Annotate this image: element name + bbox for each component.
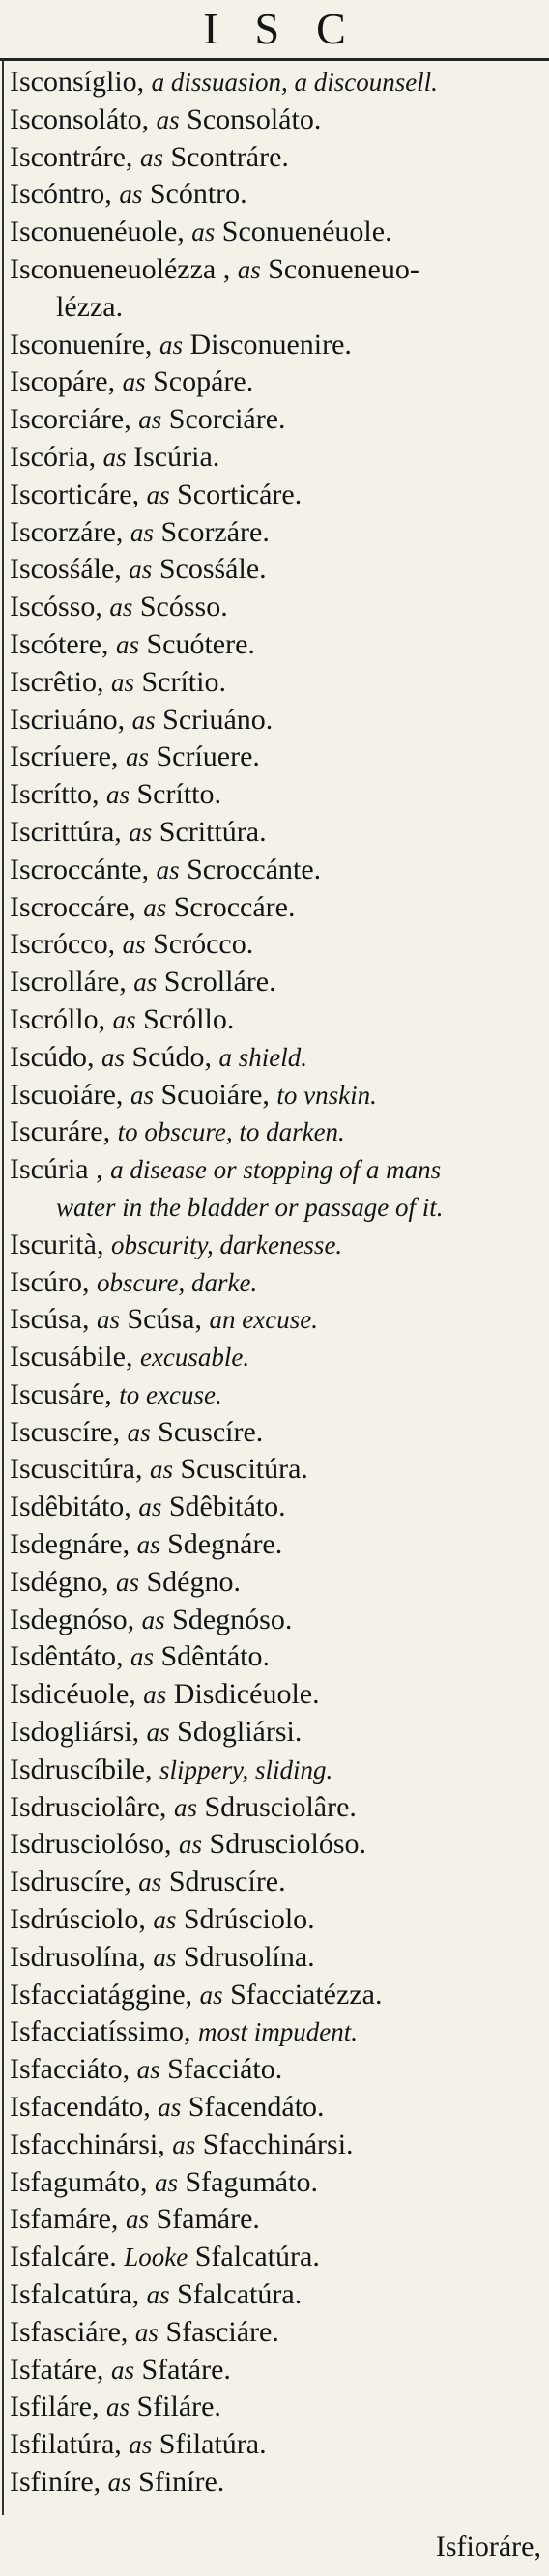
entry-headword: Iscróllo, (10, 1002, 106, 1035)
entry-reference: Sdegnáre. (167, 1528, 283, 1561)
entry-headword: Iscrolláre, (10, 966, 127, 999)
entry-reference: Sfilatúra. (159, 2428, 267, 2461)
entry-gloss: a shield. (218, 1042, 307, 1072)
entry-gloss: as (122, 367, 146, 397)
entry-reference: Scroccánte. (187, 853, 322, 885)
dictionary-entry (10, 2276, 541, 2314)
entry-headword: Iscorzáre, (10, 515, 124, 548)
entry-gloss: a disease or stopping of a mans (110, 1155, 442, 1185)
entry-headword: Iscorticáre, (10, 478, 140, 510)
entry-gloss: as (110, 2355, 134, 2385)
entry-headword: Isfagumáto, (10, 2165, 148, 2198)
entry-headword: Iscorciáre, (10, 403, 131, 436)
dictionary-entry (10, 64, 541, 101)
entry-reference: Sdrusciolóso. (209, 1828, 367, 1861)
entry-gloss: as (153, 1942, 177, 1972)
entry-headword: Iscósso, (10, 591, 102, 623)
entry-gloss: as (119, 180, 143, 210)
dictionary-entry (10, 814, 541, 852)
entry-reference: Sfacciáto. (167, 2053, 283, 2086)
entry-gloss: as (125, 742, 149, 772)
entry-gloss: obscurity, darkenesse. (110, 1230, 343, 1259)
entry-reference: Scroccáre. (173, 890, 296, 923)
entry-headword: Isdégno, (10, 1565, 109, 1598)
dictionary-entry (10, 514, 541, 552)
entry-gloss: as (133, 968, 158, 998)
entry-headword: Isfacchinársi, (10, 2127, 165, 2160)
entry-gloss: slippery, sliding. (159, 1754, 333, 1784)
entry-gloss: Looke (124, 2243, 188, 2272)
entry-reference: Sdogliársi. (177, 1716, 303, 1749)
entry-reference: Scúsa, (127, 1303, 202, 1336)
entry-headword: Isdêntáto, (10, 1640, 124, 1673)
dictionary-entry (10, 1602, 541, 1639)
entry-gloss: as (105, 2392, 130, 2422)
entry-headword: Isdruscíre, (10, 1866, 131, 1898)
entry-gloss: as (153, 1905, 177, 1935)
entry-headword: Iscúdo, (10, 1040, 95, 1073)
entry-gloss: as (131, 705, 156, 735)
entry-headword: Iscusáre, (10, 1377, 112, 1410)
dictionary-entry (10, 702, 541, 739)
dictionary-entry (10, 2013, 541, 2051)
entry-reference: Scuoiáre, (160, 1078, 270, 1111)
entry-headword: Iscúsa, (10, 1303, 90, 1336)
entry-reference: Sdrúsciolo. (183, 1903, 315, 1936)
entry-gloss: an excuse. (209, 1305, 318, 1335)
entry-reference: Scríuere. (156, 740, 260, 773)
dictionary-entry (10, 1864, 541, 1901)
entry-reference: Scuscíre. (158, 1415, 264, 1448)
dictionary-entry (10, 401, 541, 439)
entry-reference: Sfacciatézza. (230, 1978, 383, 2011)
dictionary-entry (10, 2426, 541, 2464)
dictionary-entry (10, 101, 541, 139)
entry-headword: Isfatáre, (10, 2353, 104, 2386)
entry-reference: Sfagumáto. (185, 2165, 318, 2198)
entry-reference: Scontráre. (170, 140, 289, 173)
column-rule (2, 60, 4, 2515)
entry-headword: Isdruscíbile, (10, 1752, 153, 1785)
entry-headword: Iscuscíre, (10, 1415, 121, 1448)
entry-headword: Iscrítto, (10, 778, 100, 811)
entry-gloss: as (138, 1867, 162, 1897)
entry-headword: Isdrusciolóso, (10, 1828, 172, 1861)
entry-gloss: as (199, 1980, 223, 2010)
entry-headword: Iscríuere, (10, 740, 119, 773)
entry-reference: Sdrusolína. (183, 1940, 315, 1973)
entry-reference: Sfatáre. (141, 2353, 231, 2386)
entry-gloss: as (107, 2468, 131, 2497)
entry-reference: Scosśále. (159, 553, 267, 586)
entry-reference: Disconuenire. (189, 328, 352, 361)
dictionary-entry (10, 1489, 541, 1526)
entry-reference: Sfiláre. (136, 2390, 221, 2423)
entry-reference: Sconuenéuole. (221, 216, 392, 248)
entry-headword: Isfiníre, (10, 2466, 101, 2498)
entry-gloss: as (149, 1455, 173, 1485)
entry-gloss: as (138, 1492, 162, 1522)
dictionary-entry (10, 2352, 541, 2389)
dictionary-entry (10, 176, 541, 214)
entry-gloss: as (156, 104, 180, 134)
entry-reference: Sfalcatúra. (177, 2278, 303, 2311)
page-header: ISC (203, 4, 383, 53)
entry-gloss: to vnskin. (276, 1080, 377, 1110)
dictionary-entry (10, 1676, 541, 1714)
entry-headword: Iscúria , (10, 1153, 103, 1186)
entry-headword: Iscurità, (10, 1228, 104, 1260)
entry-gloss: as (143, 1680, 167, 1710)
entry-gloss: as (146, 1718, 170, 1748)
entry-reference: Sdégno. (146, 1565, 241, 1598)
dictionary-entry (10, 1414, 541, 1452)
entry-gloss: as (159, 330, 183, 360)
entry-headword: Iscrittúra, (10, 815, 122, 848)
entry-reference: Scorticáre. (177, 478, 303, 510)
entry-reference: Scorzáre. (160, 515, 270, 548)
entry-gloss: as (130, 1080, 154, 1110)
entry-reference: Scróllo. (143, 1002, 235, 1035)
entry-headword: Isdogliársi, (10, 1716, 140, 1749)
entry-reference: Scuscitúra. (180, 1453, 308, 1486)
dictionary-entry (10, 589, 541, 626)
dictionary-entry (10, 1151, 541, 1189)
entry-gloss: as (122, 930, 146, 960)
dictionary-entry (10, 439, 541, 477)
entry-gloss: a dissuasion, a discounsell. (151, 68, 438, 97)
entry-reference: Sfalcatúra. (194, 2241, 320, 2273)
entry-continuation: water in the bladder or passage of it. (56, 1192, 444, 1222)
entry-gloss: as (112, 1004, 136, 1034)
entry-reference: Scrolláre. (163, 966, 276, 999)
dictionary-entry (10, 1301, 541, 1339)
dictionary-entry (10, 1789, 541, 1827)
dictionary-entry (10, 626, 541, 664)
entry-headword: Isconsoláto, (10, 102, 150, 135)
entry-gloss: as (129, 555, 153, 585)
dictionary-entry (10, 2314, 541, 2352)
entry-reference: Sdegnóso. (172, 1603, 293, 1635)
entry-gloss: as (102, 442, 127, 472)
entry-reference: Scrítio. (141, 665, 226, 698)
entry-headword: Isfacciáto, (10, 2053, 130, 2086)
entry-gloss: as (129, 2430, 153, 2460)
entry-gloss: obscure, darke. (96, 1267, 258, 1297)
entry-gloss: as (136, 2055, 160, 2085)
entry-gloss: to obscure, to darken. (117, 1117, 345, 1147)
entry-reference: Scuótere. (146, 627, 255, 660)
entry-gloss: as (125, 2205, 149, 2235)
entry-reference: Scrittúra. (159, 815, 267, 848)
entry-headword: Isfalcáre. (10, 2241, 117, 2273)
entry-headword: Iscroccánte, (10, 853, 150, 885)
entry-gloss: as (136, 1530, 160, 1560)
dictionary-entry (10, 2239, 541, 2276)
dictionary-entry (10, 1826, 541, 1864)
entry-gloss: as (115, 629, 139, 659)
dictionary-entry (10, 2127, 541, 2164)
entry-gloss: as (191, 217, 216, 247)
entry-reference: Scósso. (139, 591, 228, 623)
dictionary-entry (10, 1039, 541, 1077)
entry-gloss: as (179, 1830, 203, 1860)
dictionary-entry (10, 2201, 541, 2239)
dictionary-entry (10, 1376, 541, 1414)
dictionary-entry (10, 2089, 541, 2127)
entry-gloss: as (146, 479, 170, 509)
dictionary-entry (10, 776, 541, 814)
dictionary-entry (10, 289, 541, 327)
entry-reference: Sconsoláto. (187, 102, 322, 135)
entry-reference: Scopáre. (153, 365, 254, 398)
dictionary-entry (10, 1751, 541, 1789)
entry-headword: Isconueníre, (10, 328, 153, 361)
dictionary-entry (10, 214, 541, 251)
dictionary-entry (10, 1526, 541, 1564)
entry-reference: Sdruscíre. (168, 1866, 286, 1898)
dictionary-entry (10, 1339, 541, 1376)
entry-gloss: as (173, 1792, 197, 1822)
entry-headword: Iscusábile, (10, 1341, 133, 1374)
entry-gloss: as (146, 2280, 170, 2310)
entry-reference: Scrócco. (153, 928, 254, 961)
entry-gloss: as (141, 1605, 165, 1635)
entry-headword: Isdrusolína, (10, 1940, 146, 1973)
entry-reference: Sdrusciolâre. (204, 1790, 357, 1823)
header-rule (0, 58, 549, 61)
entry-reference: Disdicéuole. (173, 1678, 320, 1711)
entry-headword: Iscrêtio, (10, 665, 104, 698)
entry-reference: Sfacchinársi. (202, 2127, 354, 2160)
dictionary-entry (10, 1114, 541, 1151)
entry-gloss: as (143, 892, 167, 922)
dictionary-entry (10, 2164, 541, 2202)
dictionary-entry (10, 664, 541, 702)
dictionary-entry (10, 1001, 541, 1039)
dictionary-entry (10, 139, 541, 177)
entry-headword: Isdrusciolâre, (10, 1790, 167, 1823)
entry-headword: Isfasciáre, (10, 2315, 129, 2348)
entry-gloss: as (115, 1567, 139, 1597)
dictionary-entry (10, 2388, 541, 2426)
dictionary-entry (10, 1901, 541, 1939)
dictionary-entry (10, 2051, 541, 2089)
entry-gloss: excusable. (139, 1343, 250, 1373)
entry-headword: Iscúro, (10, 1265, 90, 1298)
dictionary-entry (10, 926, 541, 964)
entry-gloss: as (172, 2129, 196, 2159)
dictionary-entry (10, 477, 541, 514)
entry-headword: Isfamáre, (10, 2203, 119, 2236)
entry-headword: Isdicéuole, (10, 1678, 136, 1711)
entry-headword: Isfilatúra, (10, 2428, 122, 2461)
entry-reference: Scriuáno. (162, 703, 274, 736)
dictionary-entry (10, 1227, 541, 1264)
entry-reference: Scrítto. (136, 778, 221, 811)
entry-headword: Iscosśále, (10, 553, 122, 586)
entry-gloss: as (101, 1042, 125, 1072)
entry-reference: Scúdo, (131, 1040, 212, 1073)
entry-headword: Isfalcatúra, (10, 2278, 140, 2311)
entry-gloss: as (130, 517, 154, 547)
dictionary-entry (10, 251, 541, 289)
entry-headword: Isfiláre, (10, 2390, 100, 2423)
entry-headword: Iscopáre, (10, 365, 116, 398)
dictionary-entry (10, 327, 541, 364)
entry-gloss: as (139, 142, 163, 172)
catchword: Isfioráre, (435, 2531, 541, 2562)
dictionary-entry (10, 2464, 541, 2502)
dictionary-entry (10, 1451, 541, 1489)
entry-reference: Iscúria. (133, 440, 220, 473)
dictionary-entry (10, 1077, 541, 1114)
entry-headword: Isdrúsciolo, (10, 1903, 146, 1936)
entry-headword: Isdegnáre, (10, 1528, 130, 1561)
entry-headword: Isfacendáto, (10, 2091, 151, 2124)
entry-reference: Sfacendáto. (188, 2091, 325, 2124)
entry-headword: Iscroccáre, (10, 890, 136, 923)
entry-gloss: most impudent. (197, 2017, 358, 2047)
entry-reference: Scóntro. (149, 178, 247, 211)
entry-headword: Isfacciatíssimo, (10, 2015, 191, 2048)
entry-gloss: as (156, 854, 180, 884)
dictionary-entry (10, 1939, 541, 1977)
dictionary-entry (10, 1264, 541, 1302)
entry-reference: Sdêbitáto. (168, 1491, 286, 1523)
entry-gloss: as (237, 254, 261, 284)
entry-gloss: as (130, 1642, 154, 1672)
entry-reference: Sdêntáto. (160, 1640, 270, 1673)
entry-gloss: as (129, 817, 153, 847)
entry-gloss: as (96, 1305, 120, 1335)
dictionary-entry (10, 1977, 541, 2014)
entry-gloss: as (134, 2317, 159, 2347)
entry-headword: Isconueneuolézza , (10, 252, 231, 285)
entry-headword: Iscrócco, (10, 928, 116, 961)
entry-headword: Isdêbitáto, (10, 1491, 131, 1523)
dictionary-entry (10, 1714, 541, 1751)
dictionary-entry (10, 852, 541, 889)
entry-gloss: as (154, 2167, 178, 2197)
entry-headword: Iscuoiáre, (10, 1078, 124, 1111)
entry-gloss: to excuse. (119, 1379, 222, 1409)
entry-list (10, 64, 541, 2502)
dictionary-entry (10, 551, 541, 589)
dictionary-entry (10, 889, 541, 927)
entry-gloss: as (138, 405, 162, 435)
entry-headword: Isfacciatággine, (10, 1978, 193, 2011)
dictionary-entry (10, 363, 541, 401)
entry-gloss: as (110, 667, 134, 697)
entry-reference: Sconueneuo- (268, 252, 419, 285)
entry-gloss: as (158, 2093, 182, 2123)
entry-headword: Iscuscitúra, (10, 1453, 143, 1486)
entry-headword: Iscóntro, (10, 178, 112, 211)
entry-headword: Iscória, (10, 440, 97, 473)
entry-reference: Scorciáre. (168, 403, 286, 436)
entry-gloss: as (127, 1417, 151, 1447)
dictionary-entry (10, 964, 541, 1001)
entry-headword: Isconuenéuole, (10, 216, 185, 248)
entry-headword: Iscuráre, (10, 1115, 111, 1148)
entry-headword: Iscontráre, (10, 140, 133, 173)
dictionary-entry (10, 738, 541, 776)
dictionary-entry (10, 1638, 541, 1676)
entry-reference: Sfamáre. (156, 2203, 260, 2236)
dictionary-entry (10, 1189, 541, 1227)
entry-headword: Iscótere, (10, 627, 109, 660)
entry-continuation: lézza. (56, 290, 124, 323)
dictionary-entry (10, 1564, 541, 1602)
entry-headword: Isconsíglio, (10, 66, 145, 98)
entry-headword: Iscriuáno, (10, 703, 126, 736)
entry-gloss: as (109, 593, 133, 622)
entry-reference: Sfiníre. (138, 2466, 225, 2498)
entry-gloss: as (105, 780, 130, 810)
entry-reference: Sfasciáre. (165, 2315, 279, 2348)
entry-headword: Isdegnóso, (10, 1603, 135, 1635)
